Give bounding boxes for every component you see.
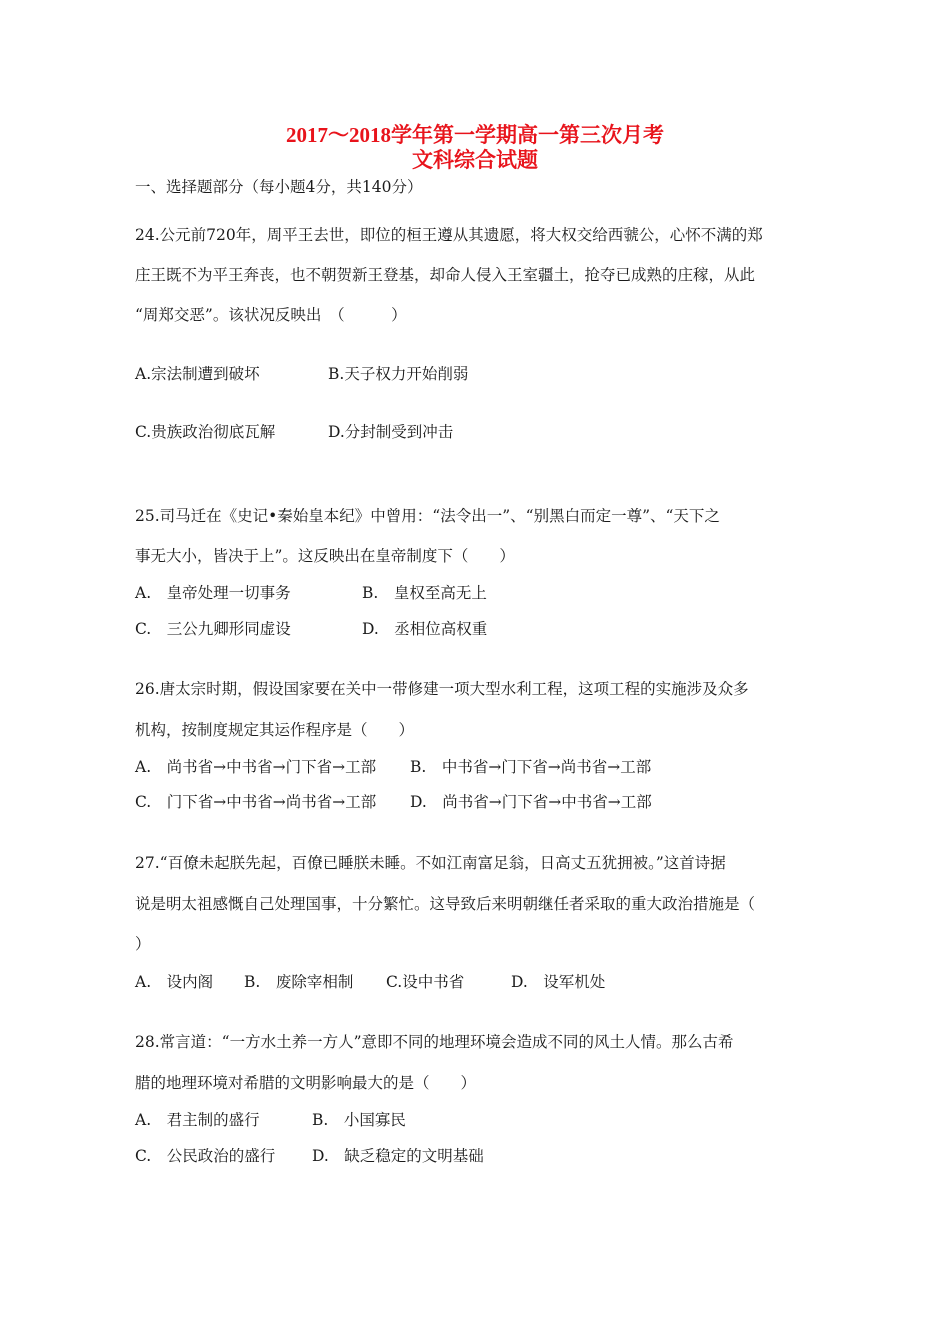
exam-subtitle: 文科综合试题 xyxy=(412,148,538,172)
question-text-line: 说是明太祖感慨自己处理国事，十分繁忙。这导致后来明朝继任者采取的重大政治措施是（ xyxy=(135,895,756,913)
option-a[interactable]: A. 尚书省→中书省→门下省→工部 xyxy=(135,758,377,776)
option-d[interactable]: D. 丞相位高权重 xyxy=(362,620,488,638)
option-b[interactable]: B. 皇权至高无上 xyxy=(362,584,487,602)
question-text-line: ） xyxy=(135,935,151,953)
question-text-line: 26.唐太宗时期，假设国家要在关中一带修建一项大型水利工程，这项工程的实施涉及众多 xyxy=(135,680,749,698)
option-d[interactable]: D.分封制受到冲击 xyxy=(328,423,454,441)
option-a[interactable]: A.宗法制遭到破坏 xyxy=(135,365,260,383)
option-b[interactable]: B. 中书省→门下省→尚书省→工部 xyxy=(410,758,652,776)
question-text-line: 机构，按制度规定其运作程序是（ ） xyxy=(135,721,415,739)
option-c[interactable]: C. 公民政治的盛行 xyxy=(135,1147,276,1165)
option-a[interactable]: A. 设内阁 xyxy=(135,973,214,991)
question-text-line: “周郑交恶”。该状况反映出 （ ） xyxy=(135,306,407,324)
question-text-line: 庄王既不为平王奔丧，也不朝贺新王登基，却命人侵入王室疆土，抢夺已成熟的庄稼，从此 xyxy=(135,266,756,284)
question-text-line: 28.常言道：“一方水土养一方人”意即不同的地理环境会造成不同的风土人情。那么古希 xyxy=(135,1033,734,1051)
option-b[interactable]: B.天子权力开始削弱 xyxy=(328,365,469,383)
question-text-line: 24.公元前720年，周平王去世，即位的桓王遵从其遗愿，将大权交给西虢公，心怀不满的郑 xyxy=(135,226,763,244)
option-c[interactable]: C. 三公九卿形同虚设 xyxy=(135,620,291,638)
option-a[interactable]: A. 皇帝处理一切事务 xyxy=(135,584,291,602)
question-text-line: 25.司马迁在《史记•秦始皇本纪》中曾用：“法令出一”、“别黑白而定一尊”、“天下之 xyxy=(135,507,720,525)
option-b[interactable]: B. 废除宰相制 xyxy=(244,973,354,991)
option-c[interactable]: C.设中书省 xyxy=(386,973,465,991)
exam-title: 2017～2018学年第一学期高一第三次月考 xyxy=(286,123,664,147)
option-c[interactable]: C.贵族政治彻底瓦解 xyxy=(135,423,276,441)
question-text-line: 27.“百僚未起朕先起，百僚已睡朕未睡。不如江南富足翁，日高丈五犹拥被。”这首诗据 xyxy=(135,854,726,872)
option-c[interactable]: C. 门下省→中书省→尚书省→工部 xyxy=(135,793,377,811)
option-d[interactable]: D. 设军机处 xyxy=(511,973,606,991)
question-text-line: 腊的地理环境对希腊的文明影响最大的是（ ） xyxy=(135,1074,477,1092)
question-text-line: 事无大小，皆决于上”。这反映出在皇帝制度下（ ） xyxy=(135,547,515,565)
option-d[interactable]: D. 尚书省→门下省→中书省→工部 xyxy=(410,793,652,811)
section-heading: 一、选择题部分（每小题4分，共140分） xyxy=(135,178,423,196)
option-d[interactable]: D. 缺乏稳定的文明基础 xyxy=(312,1147,484,1165)
option-a[interactable]: A. 君主制的盛行 xyxy=(135,1111,260,1129)
option-b[interactable]: B. 小国寡民 xyxy=(312,1111,406,1129)
